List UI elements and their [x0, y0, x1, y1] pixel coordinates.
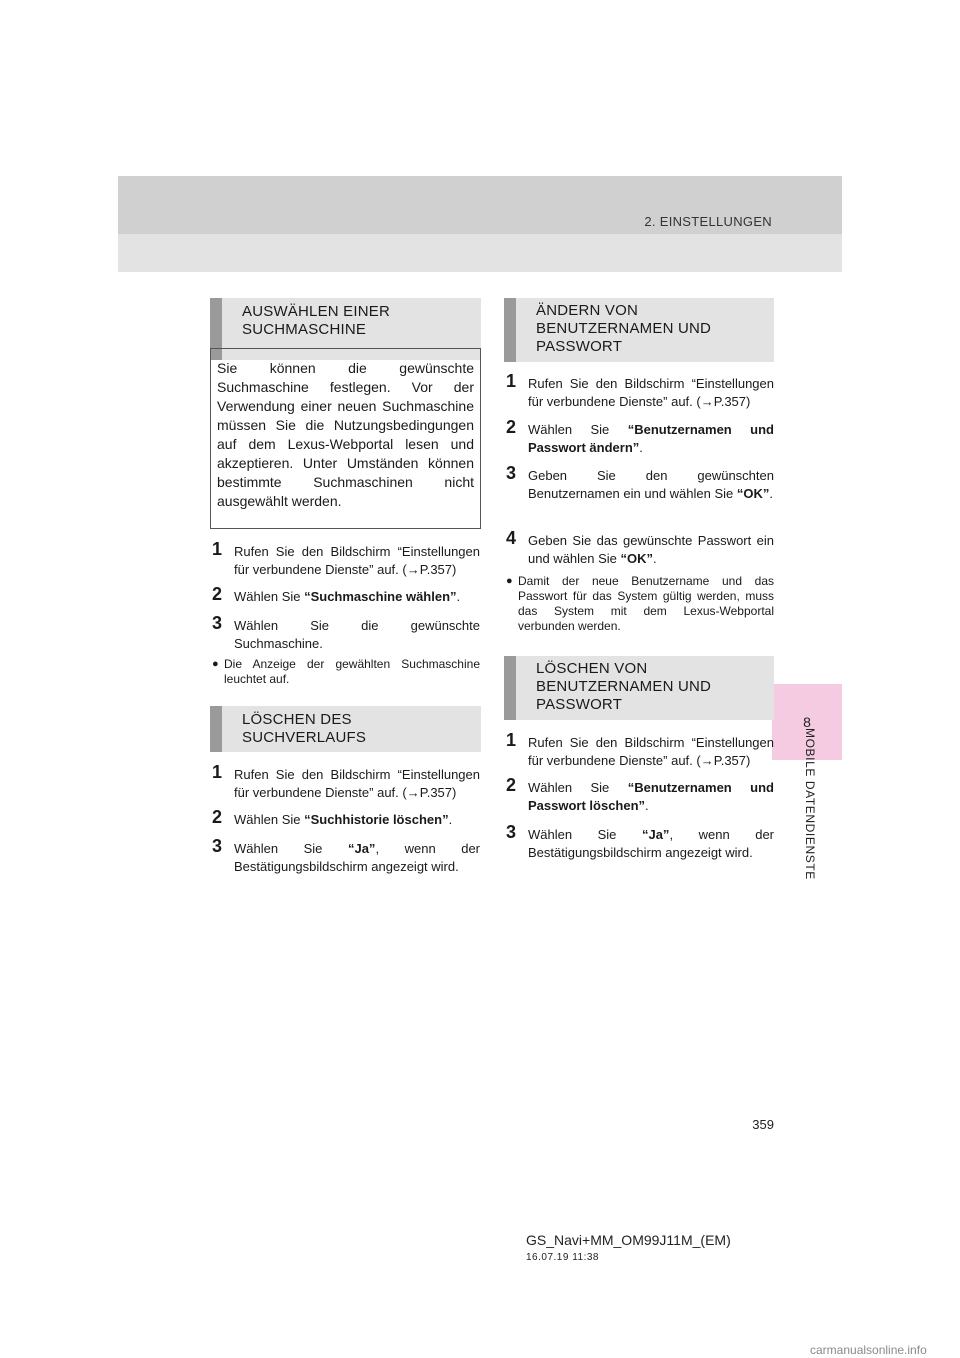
step-item	[506, 730, 774, 770]
step-text-end: .	[456, 589, 461, 604]
note-item	[212, 657, 480, 687]
step-text-end: .	[653, 551, 657, 566]
step-number: 4	[506, 528, 517, 548]
bullet-icon: ●	[506, 575, 513, 587]
step-text-end: .	[769, 486, 773, 501]
step-text-end: , wenn der Bestätigungsbildschirm angezeigt wird.	[234, 841, 481, 874]
step-number: 2	[506, 417, 517, 437]
step-number: 3	[506, 822, 517, 842]
step-text: Wählen Sie	[528, 780, 628, 795]
step-number: 3	[506, 463, 517, 483]
step-text: Wählen Sie die gewünschte Suchmaschine.	[234, 618, 480, 651]
heading-bar	[504, 298, 516, 362]
step-text: Wählen Sie	[528, 422, 628, 437]
step-text: Rufen Sie den Bildschirm “Einstellungen für verbundene Dienste” auf. (→P.357)	[528, 735, 774, 768]
chapter-number: 8	[803, 714, 811, 730]
heading-text: ÄNDERN VON BENUTZERNAMEN UND PASSWORT	[536, 302, 712, 355]
watermark[interactable]: carmanualsonline.info	[810, 1343, 927, 1357]
step-item	[506, 528, 774, 568]
step-text-end: .	[448, 812, 453, 827]
heading-text: AUSWÄHLEN EINER SUCHMASCHINE	[242, 303, 391, 338]
step-number: 1	[212, 539, 223, 559]
note-item	[506, 574, 774, 634]
step-item	[506, 371, 774, 411]
step-text: Wählen Sie	[234, 812, 305, 827]
step-number: 2	[212, 584, 223, 604]
header-band	[118, 176, 842, 272]
document-code: GS_Navi+MM_OM99J11M_(EM)	[526, 1232, 731, 1248]
step-option-label: “Suchmaschine wählen”	[304, 589, 457, 604]
section-heading-clear-history	[210, 706, 481, 752]
step-text: Wählen Sie	[234, 841, 348, 856]
step-option-label: “Benutzernamen und Passwort löschen”	[528, 780, 774, 813]
step-text: Wählen Sie	[528, 827, 642, 842]
step-item	[506, 775, 774, 815]
chapter-label-text: MOBILE DATENDIENSTE	[803, 728, 817, 880]
step-item	[212, 539, 480, 579]
step-text: Rufen Sie den Bildschirm “Einstellungen für verbundene Dienste” auf. (→P.357)	[234, 767, 480, 800]
print-date: 16.07.19 11:38	[526, 1252, 599, 1263]
section-heading-change-credentials	[504, 298, 774, 362]
step-number: 1	[212, 762, 223, 782]
step-item	[212, 762, 480, 802]
step-number: 3	[212, 836, 223, 856]
step-text: Geben Sie den gewünschten Benutzernamen ein und wählen Sie	[528, 468, 774, 501]
step-text-end: .	[639, 440, 643, 455]
step-number: 1	[506, 371, 517, 391]
step-item	[506, 822, 775, 862]
note-text: Die Anzeige der gewählten Suchmaschine leuchtet auf.	[224, 657, 480, 686]
step-option-label: “Benutzernamen und Passwort ändern”	[528, 422, 774, 455]
step-item	[212, 613, 480, 653]
bullet-icon: ●	[212, 658, 219, 670]
step-text-end: , wenn der Bestätigungsbildschirm angezeigt wird.	[528, 827, 775, 860]
step-number: 1	[506, 730, 517, 750]
step-item	[212, 584, 480, 606]
note-text: Damit der neue Benutzername und das Passwort für das System gültig werden, muss das System mit dem Lexus-Webportal verbunden werden.	[518, 574, 774, 633]
section-heading-delete-credentials	[504, 656, 774, 720]
info-box-text: Sie können die gewünschte Suchmaschine festlegen. Vor der Verwendung einer neuen Suchmaschine müssen Sie die Nutzungsbedingungen auf dem Lexus-Webportal lesen und akzeptieren. Unter Umständen können bestimmte Suchmaschinen nicht ausgewählt werden.	[217, 360, 474, 509]
heading-bar	[210, 706, 222, 752]
step-number: 2	[212, 807, 223, 827]
step-option-label: “OK”	[736, 486, 770, 501]
step-text-end: .	[645, 798, 649, 813]
page-number: 359	[752, 1117, 774, 1132]
step-text: Wählen Sie	[234, 589, 305, 604]
heading-text: LÖSCHEN DES SUCHVERLAUFS	[242, 711, 367, 746]
step-option-label: “Suchhistorie löschen”	[304, 812, 449, 827]
step-option-label: “Ja”	[641, 827, 670, 842]
step-option-label: “Ja”	[347, 841, 376, 856]
step-item	[506, 463, 774, 503]
step-number: 3	[212, 613, 223, 633]
step-option-label: “OK”	[620, 551, 654, 566]
step-text: Rufen Sie den Bildschirm “Einstellungen für verbundene Dienste” auf. (→P.357)	[528, 376, 774, 409]
step-text: Geben Sie das gewünschte Passwort ein und wählen Sie	[528, 533, 774, 566]
step-text: Rufen Sie den Bildschirm “Einstellungen für verbundene Dienste” auf. (→P.357)	[234, 544, 480, 577]
info-box	[210, 348, 481, 529]
heading-text: LÖSCHEN VON BENUTZERNAMEN UND PASSWORT	[536, 660, 712, 713]
step-item	[212, 807, 480, 829]
section-title: 2. EINSTELLUNGEN	[644, 214, 772, 229]
step-number: 2	[506, 775, 517, 795]
chapter-side-label	[798, 728, 822, 888]
step-item	[212, 836, 481, 876]
heading-bar	[504, 656, 516, 720]
step-item	[506, 417, 774, 457]
